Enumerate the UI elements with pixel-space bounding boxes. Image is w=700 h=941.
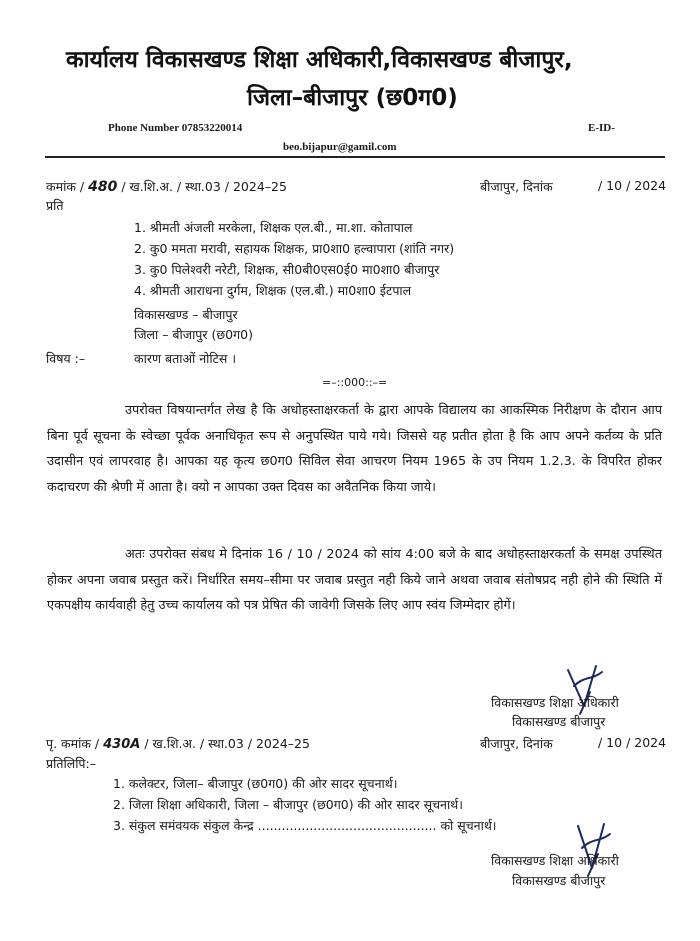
signature-scribble bbox=[572, 820, 616, 880]
recipient-item: 3. कु0 पिलेश्वरी नरेटी, शिक्षक, सी0बी0एस0ई0 मा0शा0 बीजापुर bbox=[134, 262, 440, 277]
signature2-office: विकासखण्ड बीजापुर bbox=[512, 873, 606, 888]
endorsement-ref-line bbox=[46, 735, 310, 752]
subject-text: कारण बताओं नोटिस । bbox=[134, 351, 237, 366]
ref-suffix: / ख.शि.अ. / स्था.03 / 2024–25 bbox=[121, 179, 287, 194]
endorsement-prefix: पृ. कमांक / bbox=[46, 736, 100, 751]
endorsement-place-date: बीजापुर, दिनांक bbox=[480, 736, 553, 751]
to-label: प्रति bbox=[46, 198, 64, 213]
signature1-office: विकासखण्ड बीजापुर bbox=[512, 714, 606, 729]
phone-number: Phone Number 07853220014 bbox=[108, 122, 243, 134]
endorsement-number: 430A bbox=[103, 737, 141, 752]
separator: =–::000::–= bbox=[322, 376, 388, 389]
recipient-item: 4. श्रीमती आराधना दुर्गम, शिक्षक (एल.बी.) मा0शा0 ईटपाल bbox=[134, 283, 412, 298]
body-paragraph-2: अतः उपरोक्त संबध मे दिनांक 16 / 10 / 2024 को सांय 4:00 बजे के बाद अधोहस्ताक्षरकर्ता के समक्ष उपस्थित होकर अपना जवाब प्रस्तुत करें। निर्धारित समय–सीमा पर जवाब प्रस्तुत नही किये जाने अथवा जवाब संतोषप्रद नही होने की स्थिति में एकपक्षीय कार्यवाही हेतु उच्च कार्यालय को पत्र प्रेषित की जावेगी जिसके लिए आप स्वंय जिम्मेदार होगें। bbox=[47, 547, 662, 613]
eid-label: E-ID- bbox=[588, 122, 615, 134]
signature1-designation: विकासखण्ड शिक्षा अधिकारी bbox=[491, 695, 619, 710]
address-block: विकासखण्ड – बीजापुर bbox=[134, 307, 238, 322]
ref-place-date: बीजापुर, दिनांक bbox=[480, 179, 553, 194]
copy-item: 1. कलेक्टर, जिला– बीजापुर (छ0ग0) की ओर सादर सूचनार्थ। bbox=[113, 776, 398, 791]
recipient-item: 1. श्रीमती अंजली मरकेला, शिक्षक एल.बी., मा.शा. कोतापाल bbox=[134, 220, 413, 235]
ref-prefix: कमांक / bbox=[46, 179, 85, 194]
body-paragraph-1: उपरोक्त विषयान्तर्गत लेख है कि अधोहस्ताक्षरकर्ता के द्वारा आपके विद्यालय का आकस्मिक निरीक्षण के दौरान आप बिना पूर्व सूचना के स्वेच्छा पूर्वक अनाधिकृत रूप से अनुपस्थित पाये गये। जिससे यह प्रतीत होता है कि आप अपने कर्तव्य के प्रति उदासीन एवं लापरवाह है। आपका यह कृत्य छ0ग0 सिविल सेवा आचरण नियम 1965 के उप नियम 1.2.3. के विपरित होकर कदाचरण की श्रेणी में आता है। क्यो न आपका उक्त दिवस का अवैतनिक किया जाये। bbox=[47, 403, 662, 495]
email-address: beo.bijapur@gamil.com bbox=[283, 141, 397, 153]
recipient-item: 2. कु0 ममता मरावी, सहायक शिक्षक, प्रा0शा0 हल्वापारा (शांति नगर) bbox=[134, 241, 455, 256]
copy-label: प्रतिलिपि:– bbox=[46, 756, 96, 771]
subject-label: विषय :– bbox=[46, 351, 86, 366]
endorsement-suffix: / ख.शि.अ. / स्था.03 / 2024–25 bbox=[144, 736, 310, 751]
office-title-line2: जिला–बीजापुर (छ0ग0) bbox=[247, 85, 458, 111]
address-district: जिला – बीजापुर (छ0ग0) bbox=[134, 327, 253, 342]
ref-date: / 10 / 2024 bbox=[598, 178, 667, 193]
endorsement-date: / 10 / 2024 bbox=[598, 735, 667, 750]
signature2-designation: विकासखण्ड शिक्षा अधिकारी bbox=[491, 853, 619, 868]
ref-number: 480 bbox=[88, 179, 118, 195]
copy-item: 3. संकुल समंवयक संकुल केन्द्र ............................................. को सूचनार्थ। bbox=[113, 818, 497, 833]
header-divider bbox=[45, 156, 665, 158]
ref-line bbox=[46, 178, 287, 195]
office-title-line1: कार्यालय विकासखण्ड शिक्षा अधिकारी,विकासखण्ड बीजापुर, bbox=[66, 47, 573, 73]
copy-item: 2. जिला शिक्षा अधिकारी, जिला – बीजापुर (छ0ग0) की ओर सादर सूचनार्थ। bbox=[113, 797, 463, 812]
